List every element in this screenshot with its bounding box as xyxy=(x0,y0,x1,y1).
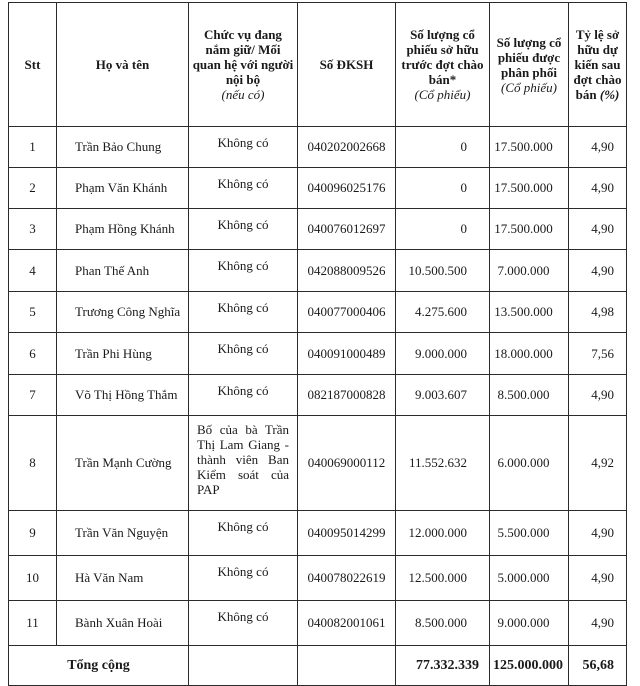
cell-role: Không có xyxy=(189,556,298,601)
table-row xyxy=(9,333,627,375)
table-row xyxy=(9,416,627,511)
cell-role: Không có xyxy=(189,333,298,375)
table-row xyxy=(9,601,627,646)
cell-stt: 2 xyxy=(9,168,57,209)
cell-registration-number: 040095014299 xyxy=(298,511,396,556)
cell-shares-before: 9.003.607 xyxy=(396,375,490,416)
cell-stt: 1 xyxy=(9,127,57,168)
cell-name: Trần Phi Hùng xyxy=(57,333,189,375)
header-code: Số ĐKSH xyxy=(298,3,396,127)
cell-shares-allocated: 17.500.000 xyxy=(490,209,569,250)
total-label: Tổng cộng xyxy=(9,646,189,686)
cell-ownership-ratio: 4,90 xyxy=(569,168,627,209)
cell-shares-before: 4.275.600 xyxy=(396,292,490,333)
cell-name: Phan Thế Anh xyxy=(57,250,189,292)
cell-registration-number: 082187000828 xyxy=(298,375,396,416)
header-role: Chức vụ đang nắm giữ/ Mối quan hệ với người nội bộ (nếu có) xyxy=(189,3,298,127)
table-row xyxy=(9,250,627,292)
shareholder-allocation-table xyxy=(8,2,627,686)
table-row xyxy=(9,556,627,601)
cell-role: Không có xyxy=(189,168,298,209)
cell-registration-number: 040096025176 xyxy=(298,168,396,209)
table-header-row xyxy=(9,3,627,127)
cell-shares-allocated: 9.000.000 xyxy=(490,601,569,646)
cell-ownership-ratio: 4,92 xyxy=(569,416,627,511)
cell-shares-before: 0 xyxy=(396,209,490,250)
cell-shares-allocated: 18.000.000 xyxy=(490,333,569,375)
cell-registration-number: 042088009526 xyxy=(298,250,396,292)
table-row xyxy=(9,168,627,209)
cell-shares-allocated: 8.500.000 xyxy=(490,375,569,416)
table-row xyxy=(9,209,627,250)
total-role-empty xyxy=(189,646,298,686)
cell-shares-allocated: 13.500.000 xyxy=(490,292,569,333)
cell-shares-before: 8.500.000 xyxy=(396,601,490,646)
cell-registration-number: 040202002668 xyxy=(298,127,396,168)
cell-shares-before: 0 xyxy=(396,168,490,209)
total-row xyxy=(9,646,627,686)
cell-role: Không có xyxy=(189,250,298,292)
cell-role: Không có xyxy=(189,292,298,333)
cell-shares-before: 12.500.000 xyxy=(396,556,490,601)
cell-role: Không có xyxy=(189,601,298,646)
cell-shares-allocated: 17.500.000 xyxy=(490,168,569,209)
cell-ownership-ratio: 4,90 xyxy=(569,250,627,292)
cell-stt: 8 xyxy=(9,416,57,511)
cell-stt: 9 xyxy=(9,511,57,556)
total-code-empty xyxy=(298,646,396,686)
cell-shares-allocated: 17.500.000 xyxy=(490,127,569,168)
cell-shares-allocated: 7.000.000 xyxy=(490,250,569,292)
cell-stt: 10 xyxy=(9,556,57,601)
cell-stt: 7 xyxy=(9,375,57,416)
cell-registration-number: 040077000406 xyxy=(298,292,396,333)
table-row xyxy=(9,511,627,556)
cell-shares-before: 11.552.632 xyxy=(396,416,490,511)
cell-registration-number: 040078022619 xyxy=(298,556,396,601)
cell-shares-allocated: 5.500.000 xyxy=(490,511,569,556)
cell-name: Trương Công Nghĩa xyxy=(57,292,189,333)
cell-role: Không có xyxy=(189,375,298,416)
cell-name: Trần Bảo Chung xyxy=(57,127,189,168)
header-stt: Stt xyxy=(9,3,57,127)
cell-shares-allocated: 6.000.000 xyxy=(490,416,569,511)
cell-shares-before: 9.000.000 xyxy=(396,333,490,375)
cell-registration-number: 040091000489 xyxy=(298,333,396,375)
cell-stt: 11 xyxy=(9,601,57,646)
cell-stt: 6 xyxy=(9,333,57,375)
cell-name: Phạm Văn Khánh xyxy=(57,168,189,209)
table-row xyxy=(9,375,627,416)
cell-ownership-ratio: 4,90 xyxy=(569,511,627,556)
cell-registration-number: 040076012697 xyxy=(298,209,396,250)
cell-ownership-ratio: 4,90 xyxy=(569,375,627,416)
cell-shares-before: 0 xyxy=(396,127,490,168)
cell-registration-number: 040082001061 xyxy=(298,601,396,646)
cell-shares-allocated: 5.000.000 xyxy=(490,556,569,601)
cell-ownership-ratio: 7,56 xyxy=(569,333,627,375)
cell-role: Không có xyxy=(189,127,298,168)
total-shares-before: 77.332.339 xyxy=(396,646,490,686)
cell-name: Võ Thị Hồng Thắm xyxy=(57,375,189,416)
cell-stt: 5 xyxy=(9,292,57,333)
cell-stt: 3 xyxy=(9,209,57,250)
cell-name: Trần Văn Nguyện xyxy=(57,511,189,556)
cell-ownership-ratio: 4,90 xyxy=(569,209,627,250)
cell-name: Phạm Hồng Khánh xyxy=(57,209,189,250)
cell-ownership-ratio: 4,98 xyxy=(569,292,627,333)
total-shares-allocated: 125.000.000 xyxy=(490,646,569,686)
cell-stt: 4 xyxy=(9,250,57,292)
header-shares-before: Số lượng cổ phiếu sở hữu trước đợt chào bán* (Cổ phiếu) xyxy=(396,3,490,127)
cell-registration-number: 040069000112 xyxy=(298,416,396,511)
header-name: Họ và tên xyxy=(57,3,189,127)
cell-role: Không có xyxy=(189,209,298,250)
header-ownership-ratio: Tỷ lệ sở hữu dự kiến sau đợt chào bán (%) xyxy=(569,3,627,127)
total-ownership-ratio: 56,68 xyxy=(569,646,627,686)
cell-name: Trần Mạnh Cường xyxy=(57,416,189,511)
cell-ownership-ratio: 4,90 xyxy=(569,601,627,646)
cell-name: Hà Văn Nam xyxy=(57,556,189,601)
cell-shares-before: 10.500.500 xyxy=(396,250,490,292)
table-row xyxy=(9,292,627,333)
table-row xyxy=(9,127,627,168)
cell-role: Bố của bà Trần Thị Lam Giang - thành viên Ban Kiểm soát của PAP xyxy=(189,416,298,511)
header-shares-allocated: Số lượng cổ phiếu được phân phối (Cổ phiếu) xyxy=(490,3,569,127)
cell-ownership-ratio: 4,90 xyxy=(569,556,627,601)
cell-shares-before: 12.000.000 xyxy=(396,511,490,556)
cell-role: Không có xyxy=(189,511,298,556)
cell-name: Bành Xuân Hoài xyxy=(57,601,189,646)
cell-ownership-ratio: 4,90 xyxy=(569,127,627,168)
